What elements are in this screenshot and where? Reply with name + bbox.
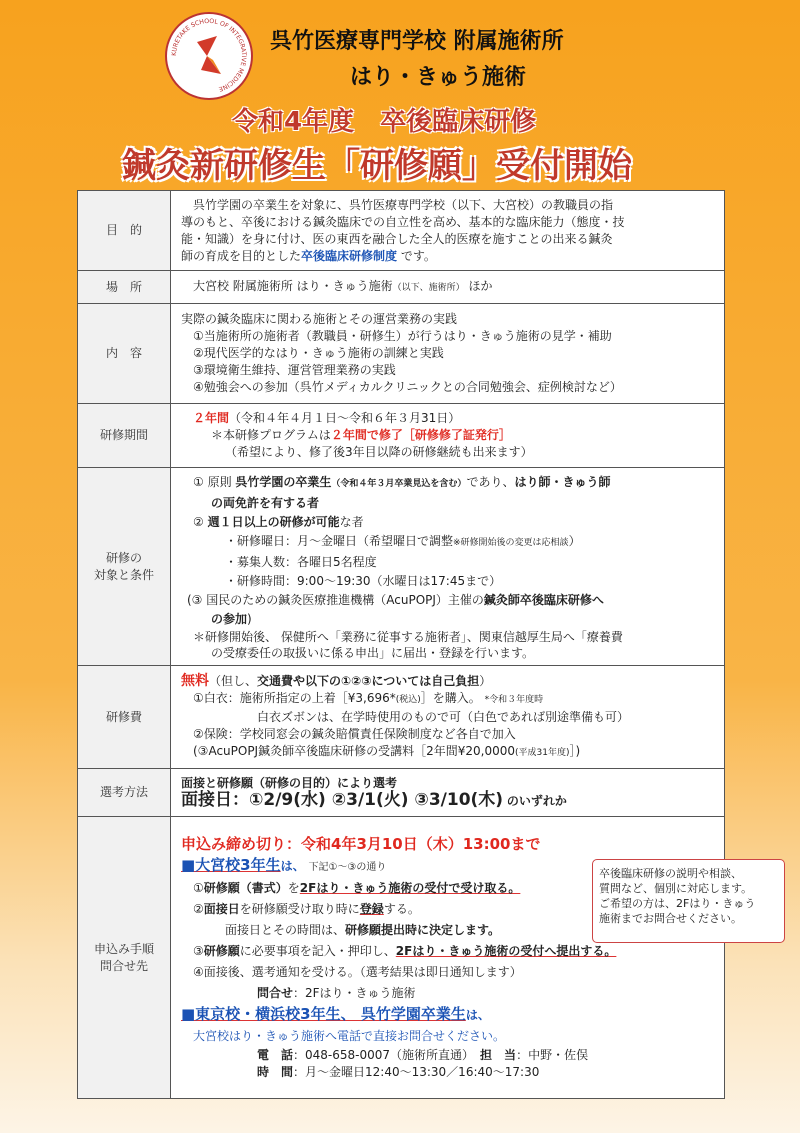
row-fee [78,666,725,769]
row-place [78,271,725,304]
contact-hours: ：月～金曜日12:40～13:30／16:40～17:30 [293,1065,540,1079]
school-logo [165,12,253,100]
row-selection [78,769,725,817]
eligibility-capacity: ・募集人数：各曜日5名程度 [225,554,377,569]
header [0,0,800,188]
label-fee: 研修費 [78,666,171,769]
purpose-line: 呉竹学園の卒業生を対象に、呉竹医療専門学校（以下、大宮校）の教職員の指 [193,197,614,212]
eligibility-note: ＊研修開始後、 保健所へ「業務に従事する施術者」、関東信越厚生局へ「療養費 [193,629,623,644]
label-eligibility: 研修の 対象と条件 [78,468,171,666]
phone-instruction: 大宮校はり・きゅう施術へ電話で直接お問合せください。 [193,1029,506,1043]
eligibility-license: の両免許を有する者 [211,495,320,510]
apply-content: 申込み締め切り：令和4年3月10日（木）13:00まで ■大宮校3年生は、 下記①～③の通り ①研修願（書式）を2Fはり・きゅう施術の受付で受け取る。 ②面接日を研修願受け取り時に登録する。 面接日とその時間は、研修願提出時に決定します。 ③研修願に必要事項を記入・押印し、2Fはり・きゅう施術の受付へ提出する。 ④面接後、選考通知を受ける。（選考結果は即日通知します） 問合せ：2Fはり・きゅう施術 ■東京校・横浜校3年生、 呉竹学園卒業生は、 大宮校はり・きゅう施術へ電話で直接お問合せください。 電 話：048-658-0007（施術所直通） 担 当：中野・佐俣 時 間：月～金曜日12:40～13:30／16:40～17:30 [171,817,725,1099]
row-eligibility [78,468,725,666]
content-content [171,304,725,404]
purpose-line: 師の育成を目的とした卒後臨床研修制度 です。 [181,248,436,263]
period-years: ２年間 [193,411,230,425]
selection-content: 面接と研修願（研修の目的）により選考 面接日：①2/9(水) ②3/1(火) ③3/10(木) のいずれか [171,769,725,817]
place-text: 大宮校 附属施術所 はり・きゅう施術 [193,278,393,293]
label-selection: 選考方法 [78,769,171,817]
main-title: 鍼灸新研修生「研修願」受付開始 [122,146,632,186]
content-line: ④勉強会への参加（呉竹メディカルクリニックとの合同勉強会、症例検討など） [193,380,622,394]
eligibility-hours: ・研修時間：9:00～19:30（水曜日は17:45まで） [225,573,502,588]
fee-content: 無料（但し、交通費や以下の①②③については自己負担） ①白衣：施術所指定の上着［¥3,696*(税込)］を購入。 *令和３年度時 白衣ズボンは、在学時使用のもので可（白色であれば別途準備も可） ②保険：学校同窓会の鍼灸賠償責任保険制度など各自で加入 (③AcuPOPJ鍼灸師卒後臨床研修の受講料［2年間¥20,0000(平成31年度)］) [171,666,725,769]
period-content: ２年間（令和４年４月１日～令和６年３月31日） ＊本研修プログラムは２年間で修了［研修修了証発行］ （希望により、修了後3年目以降の研修継続も出来ます） [171,404,725,468]
content-line: 実際の鍼灸臨床に関わる施術とその運営業務の実践 [181,312,458,326]
fee-line: 白衣ズボンは、在学時使用のもので可（白色であれば別途準備も可） [257,709,630,724]
place-note: （以下、施術所） [392,282,465,293]
row-period [78,404,725,468]
period-completion: ２年間で修了［研修修了証発行］ [330,428,511,442]
eligibility-note: の受療委任の取扱いに係る申出」に届出・登録を行います。 [211,645,535,660]
label-purpose: 目 的 [78,191,171,271]
period-range: （令和４年４月１日～令和６年３月31日） [229,411,461,425]
purpose-line: 導のもと、卒後における鍼灸臨床での自立性を高め、基本的な臨床能力（態度・技 [181,214,625,229]
apply-step-4: ④面接後、選考通知を受ける。（選考結果は即日通知します） [193,965,522,979]
omiya-heading: ■大宮校3年生 [181,856,281,874]
logo-text: KURETAKE SCHOOL OF INTEGRATIVE MEDICINE [170,17,248,93]
svg-text:KURETAKE SCHOOL OF INTEGRATIVE [171,18,247,93]
period-note: （希望により、修了後3年目以降の研修継続も出来ます） [225,445,533,459]
label-content: 内 容 [78,304,171,404]
interview-dates: 面接日：①2/9(水) ②3/1(火) ③3/10(木) [181,790,504,810]
purpose-line: 能・知識）を身に付け、医の東西を融合した全人的医療を施すことの出来る鍼灸 [181,231,613,246]
row-purpose [78,191,725,271]
deadline: 申込み締め切り：令和4年3月10日（木）13:00まで [181,835,541,853]
clinic-name: はり・きゅう施術 [350,65,527,90]
eligibility-content: ① 原則 呉竹学園の卒業生（令和４年３月卒業見込を含む）であり、はり師・きゅう師 の両免許を有する者 ② 週１日以上の研修が可能な者 ・研修曜日：月～金曜日（希望曜日で調整※研修開始後の変更は応相談） ・募集人数：各曜日5名程度 ・研修時間：9:00～19:30（水曜日は17:45まで） (③ 国民のための鍼灸医療推進機構（AcuPOPJ）主催の鍼灸師卒後臨床研修へ の参加) ＊研修開始後、 保健所へ「業務に従事する施術者」、関東信越厚生局へ「療養費 の受療委任の取扱いに係る申出」に届出・登録を行います。 [171,468,725,666]
tokyo-yokohama-heading: ■東京校・横浜校3年生、 呉竹学園卒業生 [181,1005,466,1023]
info-table [77,190,725,1099]
year-title: 令和4年度 卒後臨床研修 [232,107,537,137]
content-line: ②現代医学的なはり・きゅう施術の訓練と実践 [193,346,444,360]
fee-line: ②保険：学校同窓会の鍼灸賠償責任保険制度など各自で加入 [193,726,516,741]
consultation-note: 卒後臨床研修の説明や相談、 質問など、個別に対応します。 ご希望の方は、2Fはり・きゅう 施術までお問合せください。 [592,859,785,943]
content-line: ①当施術所の施術者（教職員・研修生）が行うはり・きゅう施術の見学・補助 [193,329,612,343]
label-place: 場 所 [78,271,171,304]
place-content [171,271,725,304]
label-period: 研修期間 [78,404,171,468]
selection-method: 面接と研修願（研修の目的）により選考 [181,776,398,790]
fee-free: 無料 [181,672,209,689]
purpose-content [171,191,725,271]
school-name: 呉竹医療専門学校 附属施術所 [270,29,564,54]
row-content [78,304,725,404]
phone-number: ：048-658-0007（施術所直通） [293,1048,469,1062]
label-apply: 申込み手順 問合せ先 [78,817,171,1099]
content-line: ③環境衛生維持、運営管理業務の実践 [193,363,396,377]
place-tail: ほか [468,278,493,293]
